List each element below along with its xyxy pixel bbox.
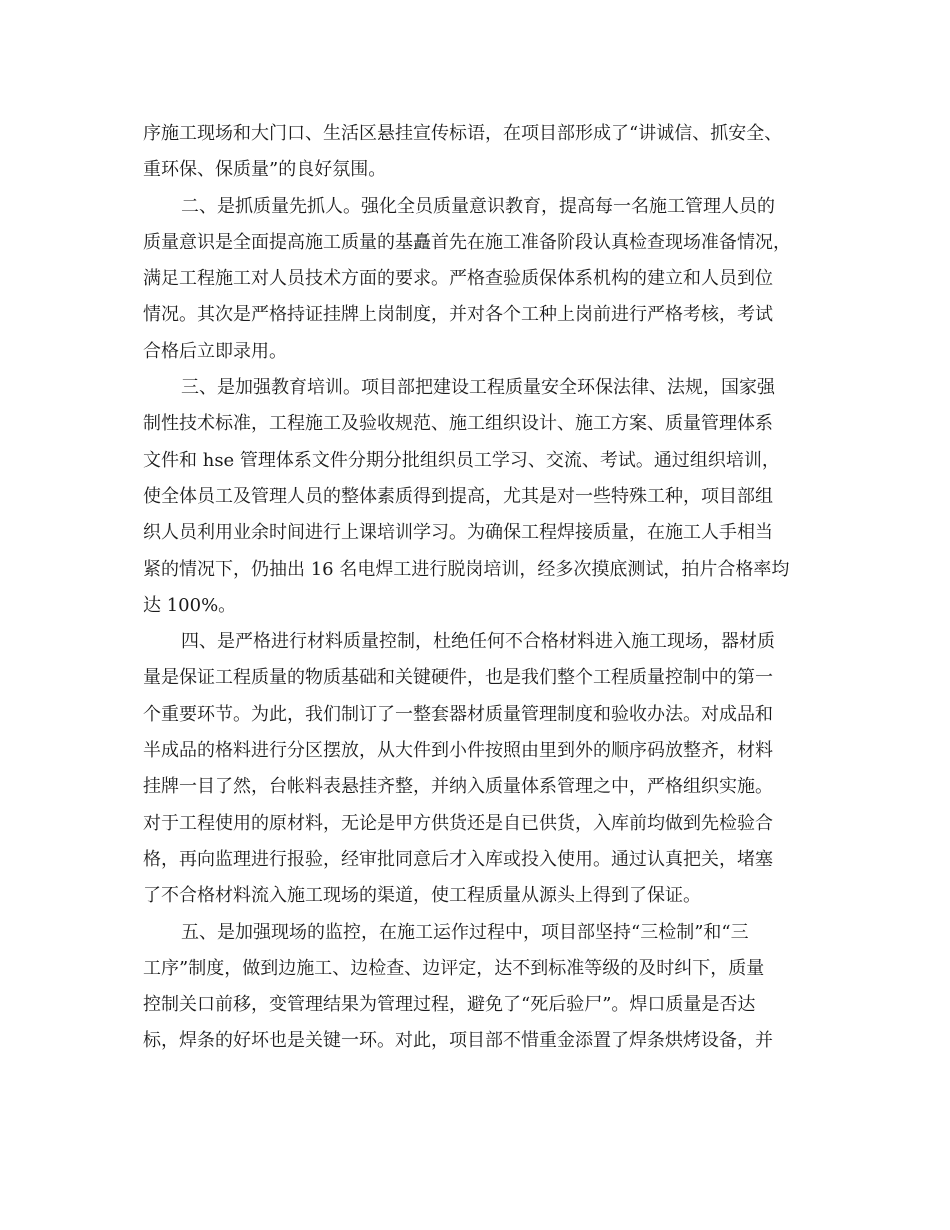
text-line: 序施工现场和大门口、生活区悬挂宣传标语，在项目部形成了“讲诚信、抓安全、 — [143, 123, 783, 144]
text-line: 情况。其次是严格持证挂牌上岗制度，并对各个工种上岗前进行严格考核，考试 — [143, 304, 773, 326]
document-body — [143, 116, 808, 1060]
text-line: 对于工程使用的原材料，无论是甲方供货还是自已供货，入库前均做到先检验合 — [143, 812, 773, 834]
text-line: 达 100%。 — [143, 594, 237, 616]
paragraph-start-line: 三、是加强教育培训。项目部把建设工程质量安全环保法律、法规，国家强 — [181, 377, 775, 399]
text-line: 使全体员工及管理人员的整体素质得到提高，尤其是对一些特殊工种，项目部组 — [143, 485, 773, 507]
text-line: 质量意识是全面提高施工质量的基矗首先在施工准备阶段认真检查现场准备情况， — [143, 231, 791, 253]
text-line: 合格后立即录用。 — [143, 340, 287, 362]
text-line: 织人员利用业余时间进行上课培训学习。为确保工程焊接质量，在施工人手相当 — [143, 522, 773, 544]
text-line: 量是保证工程质量的物质基础和关键硬件，也是我们整个工程质量控制中的第一 — [143, 667, 773, 689]
text-line: 个重要环节。为此，我们制订了一整套器材质量管理制度和验收办法。对成品和 — [143, 703, 773, 725]
text-line: 挂牌一目了然，台帐料表悬挂齐整，并纳入质量体系管理之中，严格组织实施。 — [143, 776, 773, 798]
text-line: 了不合格材料流入施工现场的渠道，使工程质量从源头上得到了保证。 — [143, 885, 701, 907]
text-line: 制性技术标准，工程施工及验收规范、施工组织设计、施工方案、质量管理体系 — [143, 413, 773, 435]
text-line: 重环保、保质量”的良好氛围。 — [143, 159, 387, 181]
text-line: 格，再向监理进行报验，经审批同意后才入库或投入使用。通过认真把关，堵塞 — [143, 848, 773, 870]
paragraph-start-line: 五、是加强现场的监控，在施工运作过程中，项目部坚持“三检制”和“三 — [181, 921, 749, 943]
text-line: 控制关口前移，变管理结果为管理过程，避免了“死后验尸”。焊口质量是否达 — [143, 994, 756, 1016]
text-line: 工序”制度，做到边施工、边检查、边评定，达不到标准等级的及时纠下，质量 — [143, 957, 765, 979]
text-line: 半成品的格料进行分区摆放，从大件到小件按照由里到外的顺序码放整齐，材料 — [143, 740, 773, 762]
paragraph-start-line: 四、是严格进行材料质量控制，杜绝任何不合格材料进入施工现场，器材质 — [181, 631, 775, 653]
text-line: 紧的情况下，仍抽出 16 名电焊工进行脱岗培训，经多次摸底测试，拍片合格率均 — [143, 558, 790, 580]
text-line: 满足工程施工对人员技术方面的要求。严格查验质保体系机构的建立和人员到位 — [143, 268, 773, 290]
text-line: 标，焊条的好坏也是关键一环。对此，项目部不惜重金添置了焊条烘烤设备，并 — [143, 1030, 773, 1052]
text-line: 文件和 hse 管理体系文件分期分批组织员工学习、交流、考试。通过组织培训， — [143, 449, 780, 471]
paragraph-start-line: 二、是抓质量先抓人。强化全员质量意识教育，提高每一名施工管理人员的 — [181, 195, 775, 217]
